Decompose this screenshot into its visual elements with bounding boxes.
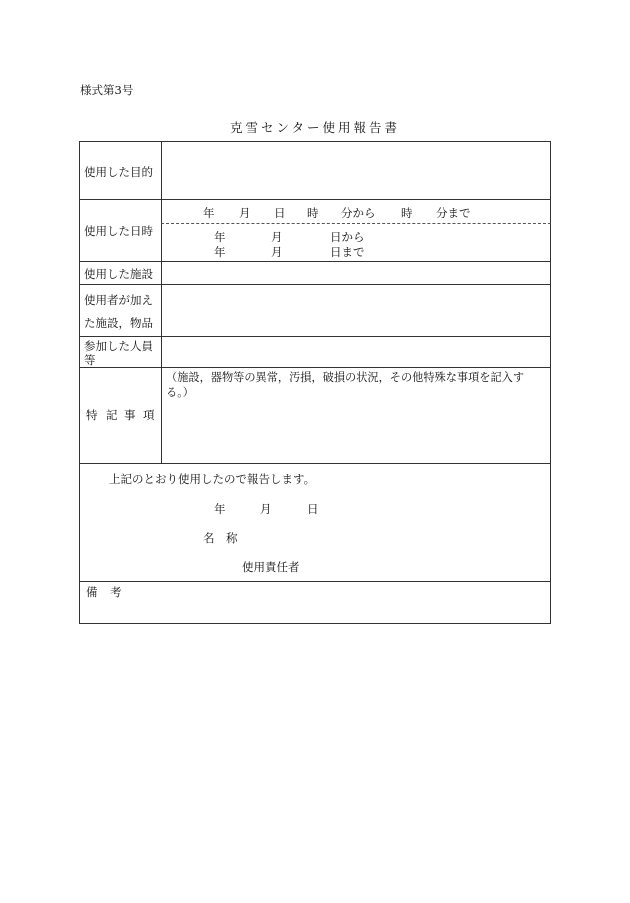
column-divider	[161, 141, 162, 463]
dt3-day-to: 日まで	[330, 245, 365, 259]
dt1-day: 日	[274, 206, 286, 220]
report-statement: 上記のとおり使用したので報告します。	[109, 472, 316, 486]
row-divider	[79, 199, 551, 200]
responsible-person-label: 使用責任者	[242, 560, 300, 574]
row-divider	[79, 261, 551, 262]
row-divider	[79, 336, 551, 337]
dt1-month: 月	[239, 206, 251, 220]
notes-label-char4: 項	[143, 408, 155, 422]
added-items-label-line1: 使用者が加え	[84, 293, 153, 307]
report-day: 日	[307, 502, 319, 516]
remarks-label-char2: 考	[110, 585, 122, 599]
dt1-year: 年	[203, 206, 215, 220]
row-divider	[79, 581, 551, 582]
report-month: 月	[260, 502, 272, 516]
name-label-char1: 名	[203, 531, 215, 545]
dt1-hour: 時	[307, 206, 319, 220]
datetime-label: 使用した日時	[84, 224, 153, 238]
participants-label-line2: 等	[84, 353, 96, 367]
row-divider	[79, 463, 551, 464]
notes-hint-line1: （施設，器物等の異常，汚損，破損の状況，その他特殊な事項を記入す	[166, 371, 525, 384]
page-title: 克雪センター使用報告書	[229, 120, 400, 135]
form-number: 様式第3号	[80, 83, 134, 97]
dt3-month: 月	[271, 245, 283, 259]
participants-field[interactable]	[163, 338, 549, 366]
facility-field[interactable]	[163, 263, 549, 283]
notes-hint-line2: る。）	[166, 386, 194, 399]
dt1-minute-to: 分まで	[436, 206, 471, 220]
remarks-label-char1: 備	[86, 585, 98, 599]
added-items-field[interactable]	[163, 286, 549, 334]
dt1-hour-to: 時	[401, 206, 413, 220]
datetime-dashed-divider	[161, 223, 551, 224]
facility-label: 使用した施設	[84, 267, 153, 281]
notes-label-char1: 特	[86, 408, 98, 422]
dt1-minute-from: 分から	[341, 206, 376, 220]
row-divider	[79, 284, 551, 285]
participants-label-line1: 参加した人員	[84, 339, 153, 353]
remarks-field[interactable]	[130, 583, 549, 622]
report-year: 年	[214, 502, 226, 516]
name-label-char2: 称	[226, 531, 238, 545]
notes-label-char2: 記	[106, 408, 118, 422]
dt2-day-from: 日から	[330, 230, 365, 244]
dt3-year: 年	[214, 245, 226, 259]
dt2-year: 年	[214, 230, 226, 244]
row-divider	[79, 367, 551, 368]
added-items-label-line2: た施設，物品	[84, 316, 153, 330]
notes-label-char3: 事	[124, 408, 136, 422]
dt2-month: 月	[271, 230, 283, 244]
purpose-field[interactable]	[163, 143, 549, 197]
purpose-label: 使用した目的	[84, 165, 153, 179]
